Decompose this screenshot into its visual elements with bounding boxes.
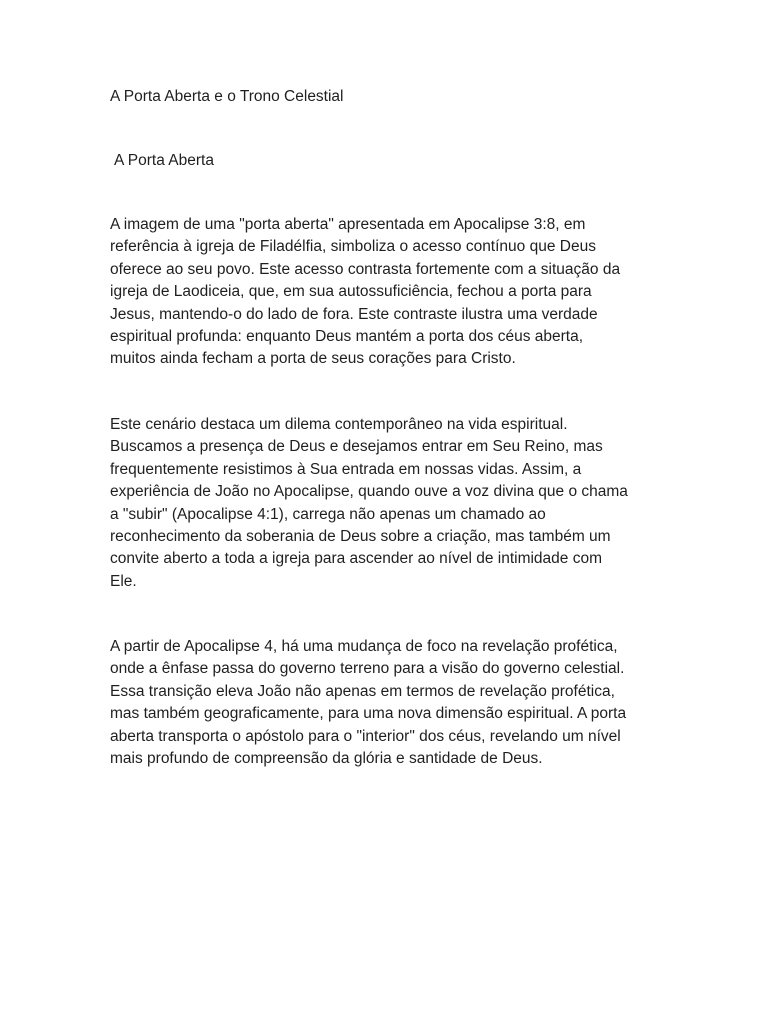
paragraph-line: igreja de Laodiceia, que, em sua autossuficiência, fechou a porta para xyxy=(110,283,592,301)
paragraph-line: onde a ênfase passa do governo terreno para a visão do governo celestial. xyxy=(110,660,625,678)
paragraph-line: A imagem de uma "porta aberta" apresentada em Apocalipse 3:8, em xyxy=(110,216,586,233)
paragraph-line: oferece ao seu povo. Este acesso contrasta fortemente com a situação da xyxy=(110,260,621,278)
paragraph-line: convite aberto a toda a igreja para ascender ao nível de intimidade com xyxy=(110,550,602,568)
paragraph-line: Jesus, mantendo-o do lado de fora. Este contraste ilustra uma verdade xyxy=(110,305,598,323)
paragraph-line: aberta transporta o apóstolo para o "interior" dos céus, revelando um nível xyxy=(110,727,621,745)
paragraph-line: Ele. xyxy=(110,572,137,590)
paragraph-line: espiritual profunda: enquanto Deus mantém a porta dos céus aberta, xyxy=(110,328,584,346)
paragraph-line: Este cenário destaca um dilema contemporâneo na vida espiritual. xyxy=(110,416,568,433)
paragraph-line: muitos ainda fecham a porta de seus corações para Cristo. xyxy=(110,350,516,368)
paragraph-line: referência à igreja de Filadélfia, simboliza o acesso contínuo que Deus xyxy=(110,238,596,256)
paragraph-line: mas também geograficamente, para uma nova dimensão espiritual. A porta xyxy=(110,705,627,723)
paragraph-line: Buscamos a presença de Deus e desejamos entrar em Seu Reino, mas xyxy=(110,438,603,456)
paragraph-line: frequentemente resistimos à Sua entrada em nossas vidas. Assim, a xyxy=(110,460,582,478)
paragraph-3 xyxy=(110,636,666,770)
paragraph-1 xyxy=(110,214,666,371)
paragraph-line: experiência de João no Apocalipse, quando ouve a voz divina que o chama xyxy=(110,483,628,501)
paragraph-2 xyxy=(110,414,666,593)
paragraph-line: mais profundo de compreensão da glória e santidade de Deus. xyxy=(110,750,543,768)
section-heading: A Porta Aberta xyxy=(114,152,214,169)
paragraph-line: reconhecimento da soberania de Deus sobre a criação, mas também um xyxy=(110,528,611,546)
paragraph-line: A partir de Apocalipse 4, há uma mudança de foco na revelação profética, xyxy=(110,638,618,655)
paragraph-line: Essa transição eleva João não apenas em termos de revelação profética, xyxy=(110,682,615,700)
document-title: A Porta Aberta e o Trono Celestial xyxy=(110,88,344,105)
paragraph-line: a "subir" (Apocalipse 4:1), carrega não apenas um chamado ao xyxy=(110,505,546,523)
